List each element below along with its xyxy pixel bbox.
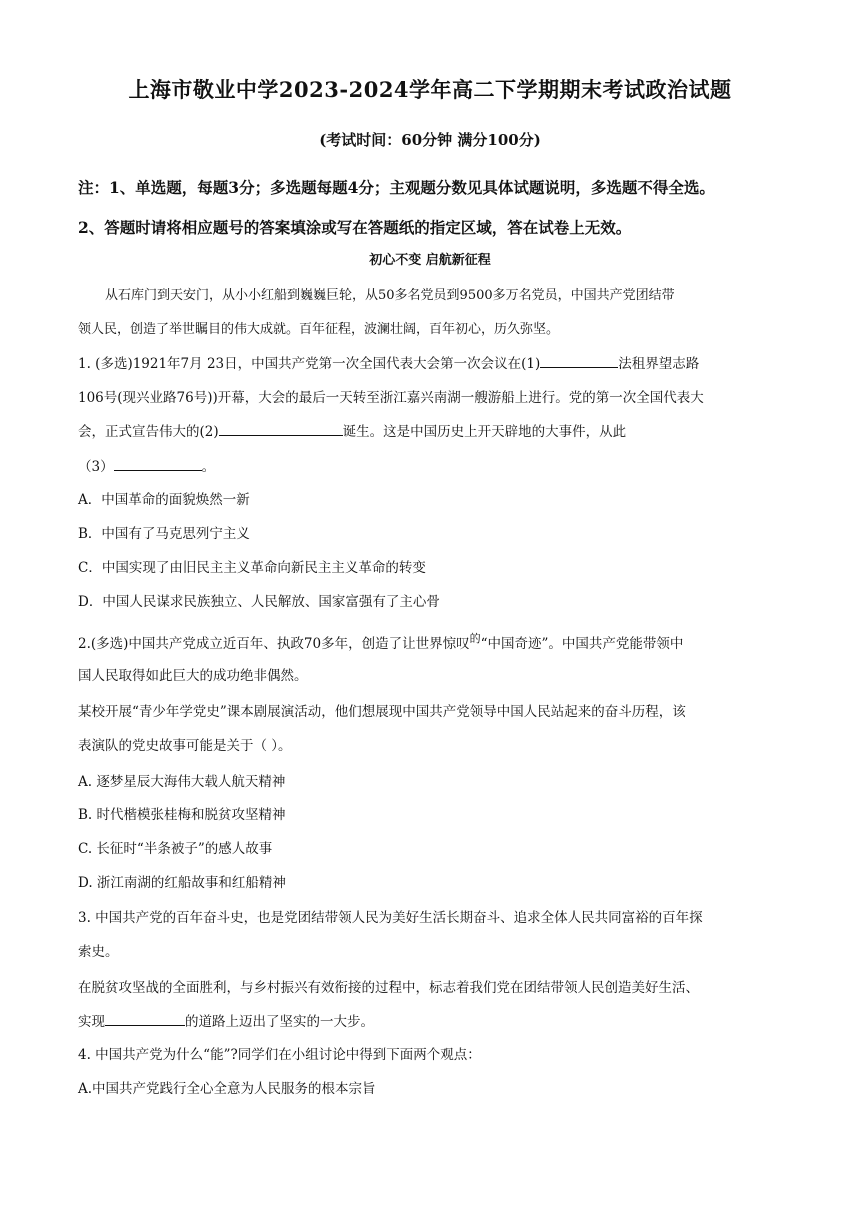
q1-line-2: 106号(现兴业路76号))开幕，大会的最后一天转至浙江嘉兴南湖一艘游船上进行。党的第一次全国代表大 <box>78 390 704 406</box>
q2-text-1sup: 的 <box>469 632 481 645</box>
q3-text-4b: 的道路上迈出了坚实的一大步。 <box>185 1014 374 1030</box>
q1-text-4b: 。 <box>201 459 216 475</box>
q2-option-c: C. 长征时“半条被子”的感人故事 <box>78 841 273 857</box>
section-title: 初心不变 启航新征程 <box>369 253 491 268</box>
q1-text-1b: 法租界望志路 <box>618 356 700 372</box>
q3-line-1: 3. 中国共产党的百年奋斗史，也是党团结带领人民为美好生活长期奋斗、追求全体人民共同富裕的百年探 <box>78 910 703 926</box>
q2-line-2: 国人民取得如此巨大的成功绝非偶然。 <box>78 668 308 684</box>
q2-option-a: A. 逐梦星辰大海伟大载人航天精神 <box>78 774 286 790</box>
q1-blank-3 <box>114 456 202 471</box>
q1-line-1 <box>78 352 699 372</box>
q1-text-1a: 1. (多选)1921年7月 23日，中国共产党第一次全国代表大会第一次会议在(1) <box>78 356 541 372</box>
page-title: 上海市敬业中学2023-2024学年高二下学期期末考试政治试题 <box>128 77 732 102</box>
q4-line-1: 4. 中国共产党为什么“能”?同学们在小组讨论中得到下面两个观点： <box>78 1047 481 1063</box>
q3-text-4a: 实现 <box>78 1014 105 1030</box>
exam-time-info: (考试时间：60分钟 满分100分) <box>319 131 541 149</box>
q1-line-4 <box>78 455 215 475</box>
q1-text-4a: （3） <box>78 459 114 475</box>
q2-line-3: 某校开展“青少年学党史”课本剧展演活动，他们想展现中国共产党领导中国人民站起来的奋斗历程，该 <box>78 704 686 720</box>
q1-text-3a: 会，正式宣告伟大的(2) <box>78 424 219 440</box>
q3-line-3: 在脱贫攻坚战的全面胜利，与乡村振兴有效衔接的过程中，标志着我们党在团结带领人民创造美好生活、 <box>78 980 699 996</box>
q2-option-d: D. 浙江南湖的红船故事和红船精神 <box>78 875 286 891</box>
q1-text-3b: 诞生。这是中国历史上开天辟地的大事件，从此 <box>342 424 627 440</box>
q1-option-b: B．中国有了马克思列宁主义 <box>78 526 250 542</box>
q1-blank-2 <box>219 421 343 436</box>
q3-line-2: 索史。 <box>78 944 119 960</box>
intro-line-2: 领人民，创造了举世瞩目的伟大成就。百年征程，波澜壮阔，百年初心，历久弥坚。 <box>78 322 560 337</box>
q2-line-1 <box>78 630 683 652</box>
q2-text-1b: “中国奇迹”。中国共产党能带领中 <box>480 636 684 652</box>
q2-text-1a: 2.(多选)中国共产党成立近百年、执政70多年，创造了让世界惊叹 <box>78 636 470 652</box>
q2-option-b: B. 时代楷模张桂梅和脱贫攻坚精神 <box>78 807 286 823</box>
q1-option-a: A．中国革命的面貌焕然一新 <box>78 492 250 508</box>
q3-blank <box>105 1011 185 1026</box>
q1-option-c: C．中国实现了由旧民主主义革命向新民主主义革命的转变 <box>78 560 426 576</box>
q3-line-4 <box>78 1010 374 1030</box>
q1-line-3 <box>78 420 626 440</box>
note-line-1: 注：1、单选题，每题3分；多选题每题4分；主观题分数见具体试题说明，多选题不得全选。 <box>78 178 715 197</box>
q4-line-2: A.中国共产党践行全心全意为人民服务的根本宗旨 <box>78 1081 376 1097</box>
q1-option-d: D．中国人民谋求民族独立、人民解放、国家富强有了主心骨 <box>78 594 440 610</box>
intro-line-1: 从石库门到天安门，从小小红船到巍巍巨轮，从50多名党员到9500多万名党员，中国共产党团结带 <box>105 288 675 303</box>
q2-line-4: 表演队的党史故事可能是关于（ ）。 <box>78 738 292 754</box>
note-line-2: 2、答题时请将相应题号的答案填涂或写在答题纸的指定区域，答在试卷上无效。 <box>78 218 632 237</box>
q1-blank-1 <box>540 353 618 368</box>
